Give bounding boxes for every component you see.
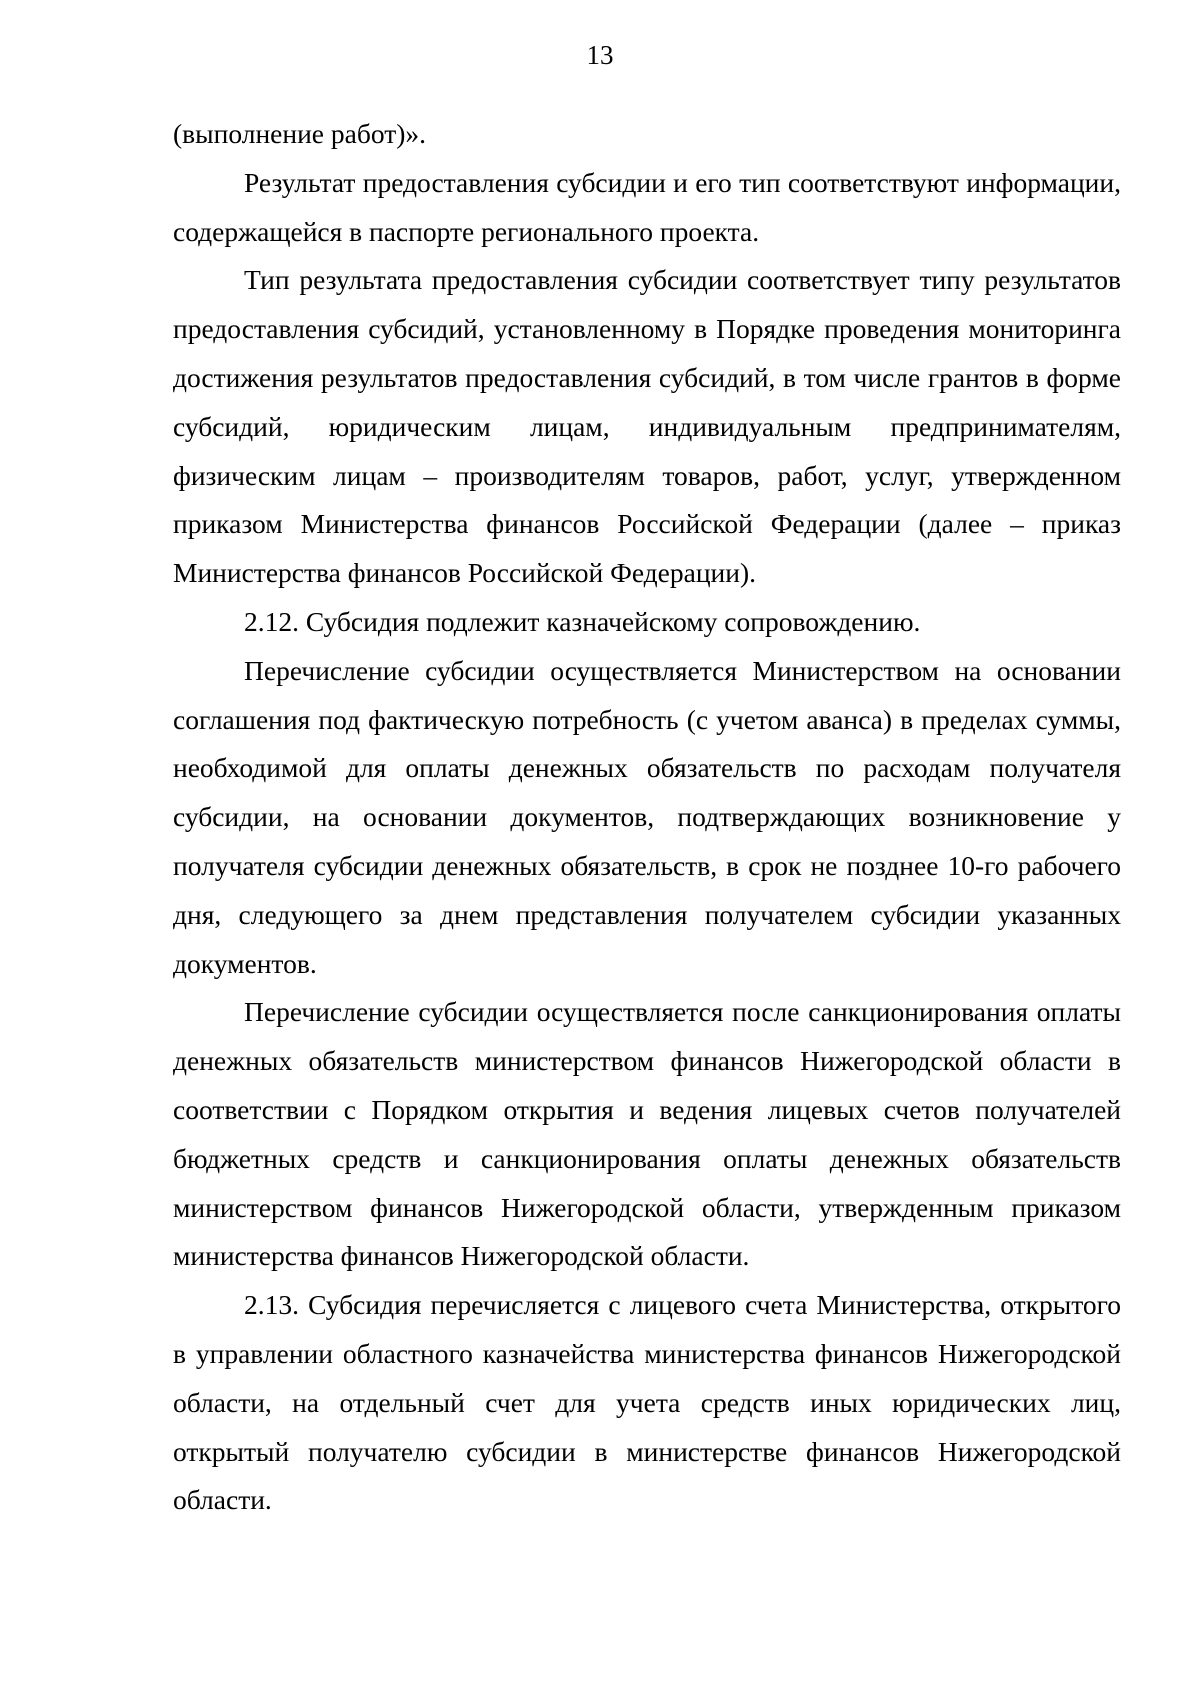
paragraph-section-2-12: 2.12. Субсидия подлежит казначейскому сопровождению. (244, 605, 921, 637)
paragraph-transfer-sanction: Перечисление субсидии осуществляется после санкционирования оплаты денежных обязательств министерством финансов Нижегородской области в соответствии с Порядком открытия и ведения лицевых счетов получателей бюджетных средств и санкционирования оплаты денежных обязательств министерством финансов Нижегородской области, утвержденным приказом министерства финансов Нижегородской области. (173, 996, 1121, 1272)
paragraph-result-type-order: Тип результата предоставления субсидии соответствует типу результатов предоставления субсидий, установленному в Порядке проведения мониторинга достижения результатов предоставления субсидий, в том числе грантов в форме субсидий, юридическим лицам, индивидуальным предпринимателям, физическим лицам – производителям товаров, работ, услуг, утвержденном приказом Министерства финансов Российской Федерации (далее – приказ Министерства финансов Российской Федерации). (173, 264, 1121, 589)
document-body (173, 110, 1121, 1525)
paragraph-continuation: (выполнение работ)». (173, 118, 427, 149)
paragraph-transfer-basis: Перечисление субсидии осуществляется Министерством на основании соглашения под фактическую потребность (с учетом аванса) в пределах суммы, необходимой для оплаты денежных обязательств по расходам получателя субсидии, на основании документов, подтверждающих возникновение у получателя субсидии денежных обязательств, в срок не позднее 10-го рабочего дня, следующего за днем представления получателем субсидии указанных документов. (173, 654, 1121, 979)
paragraph-section-2-13: 2.13. Субсидия перечисляется с лицевого счета Министерства, открытого в управлении областного казначейства министерства финансов Нижегородской области, на отдельный счет для учета средств иных юридических лиц, открытый получателю субсидии в министерстве финансов Нижегородской области. (173, 1289, 1121, 1516)
page-number: 13 (586, 40, 614, 70)
paragraph-result-type: Результат предоставления субсидии и его тип соответствуют информации, содержащейся в паспорте регионального проекта. (173, 166, 1121, 247)
